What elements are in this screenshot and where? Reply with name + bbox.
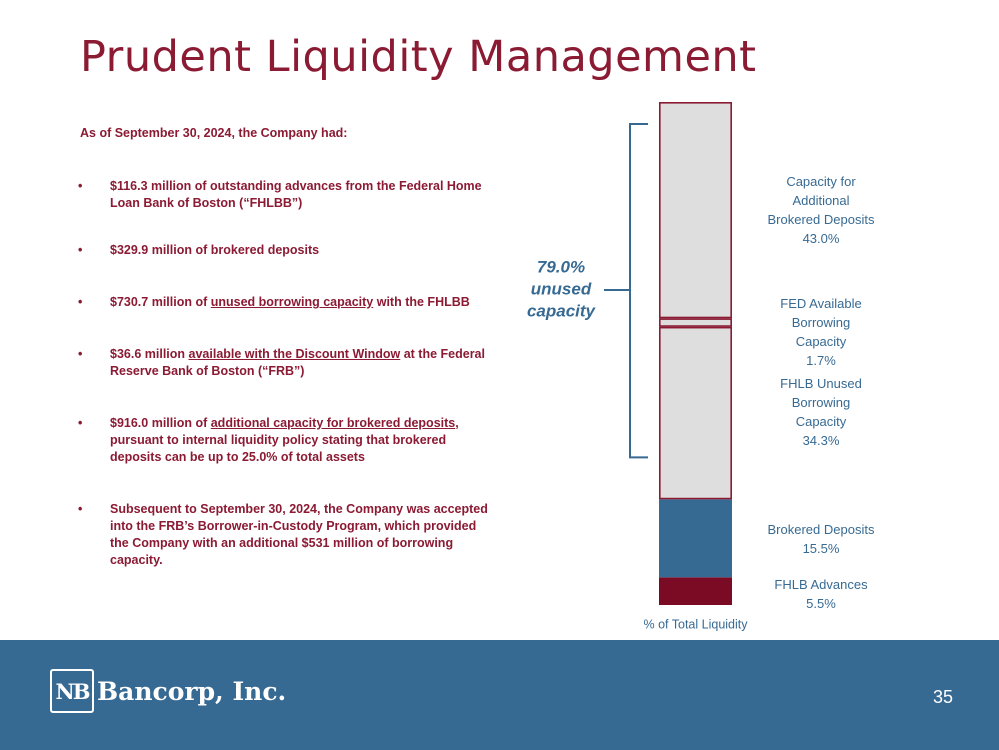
segment-label: Borrowing xyxy=(791,394,851,410)
bracket-label: capacity xyxy=(526,301,596,321)
bullet-text: with the FHLBB xyxy=(373,295,470,309)
segment-label: 34.3% xyxy=(802,432,840,448)
bullet-text: , pursuant to internal liquidity policy stating that brokered deposits can be up to 25.0% of total assets xyxy=(110,416,459,464)
segment-label: 1.7% xyxy=(806,352,836,368)
bullet-glyph: • xyxy=(78,295,83,309)
bullet-underlined-text: unused borrowing capacity xyxy=(210,295,374,309)
bullet-text: Subsequent to September 30, 2024, the Company was accepted into the FRB’s Borrower-in-Custody Program, which provided the Company with an additional $531 million of borrowing capacity. xyxy=(110,502,488,567)
bullet-text: $36.6 million xyxy=(110,347,189,361)
x-axis-label: % of Total Liquidity xyxy=(643,617,748,632)
segment-label: Capacity xyxy=(795,413,847,429)
bracket-label: 79.0% xyxy=(536,257,586,277)
bracket-label: unused xyxy=(530,279,592,299)
logo-text: Bancorp, Inc. xyxy=(97,676,287,706)
bullet-text: $916.0 million of xyxy=(110,416,211,430)
bullet-glyph: • xyxy=(78,243,83,257)
segment-label: FED Available xyxy=(780,295,862,311)
logo-mark: NB xyxy=(50,669,94,713)
segment-label: Capacity for xyxy=(786,173,856,189)
footer-bar xyxy=(0,640,999,750)
intro-text: As of September 30, 2024, the Company had: xyxy=(80,126,348,140)
bar-segment xyxy=(659,577,732,605)
bar-segment xyxy=(659,102,732,318)
bullet-glyph: • xyxy=(78,416,83,430)
segment-label: Brokered Deposits xyxy=(767,211,875,227)
segment-label: 15.5% xyxy=(802,540,840,556)
segment-label: Capacity xyxy=(795,333,847,349)
bullet-text: $116.3 million of outstanding advances from the Federal Home Loan Bank of Boston (“FHLBB”) xyxy=(110,179,482,210)
segment-label: 5.5% xyxy=(806,595,836,611)
page-title: Prudent Liquidity Management xyxy=(80,32,757,82)
segment-label: 43.0% xyxy=(802,230,840,246)
segment-label: FHLB Advances xyxy=(774,576,868,592)
segment-label: FHLB Unused xyxy=(780,375,862,391)
bar-segment xyxy=(659,499,732,577)
segment-label: Brokered Deposits xyxy=(767,521,875,537)
company-logo xyxy=(50,669,286,713)
bullet-text: $329.9 million of brokered deposits xyxy=(110,243,320,257)
segment-label: Borrowing xyxy=(791,314,851,330)
segment-label: Additional xyxy=(792,192,850,208)
bullet-underlined-text: additional capacity for brokered deposits xyxy=(210,416,456,430)
bar-segment xyxy=(659,327,732,500)
bullet-glyph: • xyxy=(78,347,83,361)
bullet-glyph: • xyxy=(78,179,83,193)
bullet-text: at the Federal Reserve Bank of Boston (“FRB”) xyxy=(110,347,485,378)
bullet-glyph: • xyxy=(78,502,83,516)
bullet-text: $730.7 million of xyxy=(110,295,211,309)
page-number: 35 xyxy=(932,687,953,707)
unused-capacity-bracket xyxy=(630,124,648,457)
bullet-underlined-text: available with the Discount Window xyxy=(188,347,401,361)
